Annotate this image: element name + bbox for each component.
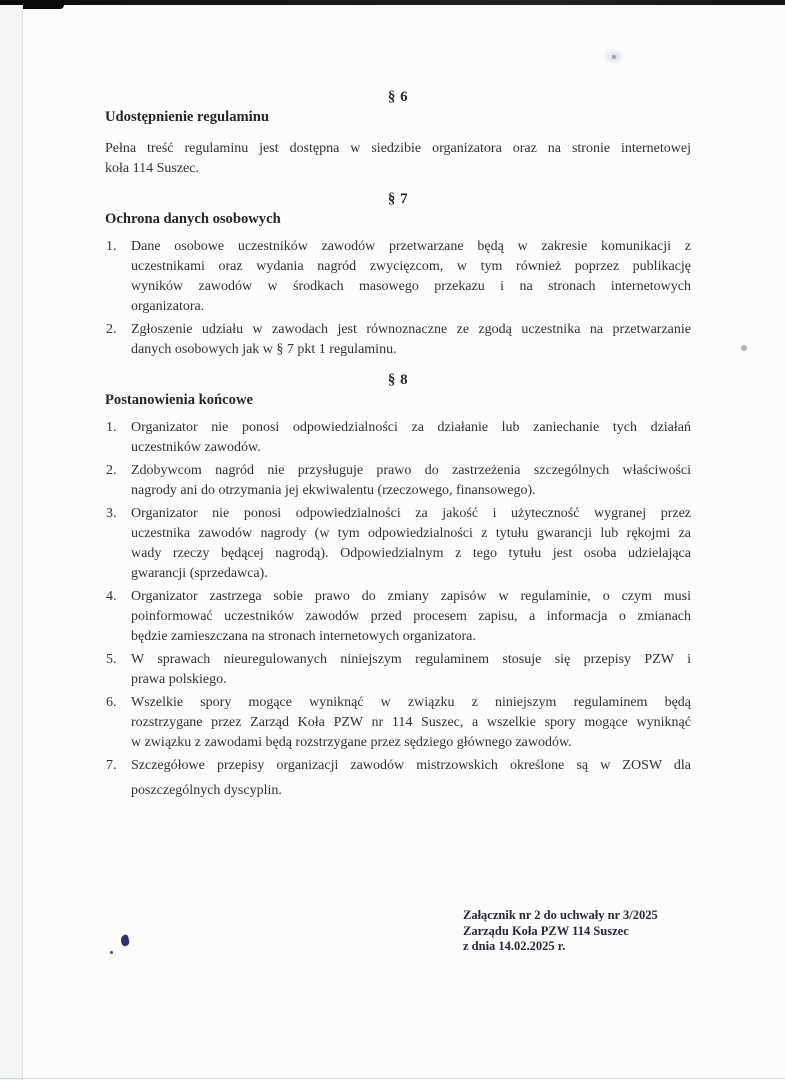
scan-edge-top xyxy=(0,0,785,5)
section-6-heading: Udostępnienie regulaminu xyxy=(105,109,269,125)
attachment-note-line: Załącznik nr 2 do uchwały nr 3/2025 xyxy=(463,908,658,922)
section-7-heading: Ochrona danych osobowych xyxy=(105,211,281,227)
section-6 xyxy=(105,89,691,179)
item-line: prawa polskiego. xyxy=(131,672,227,687)
list-item xyxy=(105,587,691,647)
attachment-note xyxy=(463,908,658,955)
item-line: Organizator nie ponosi odpowiedzialności za jakość i użyteczność wygranej przez xyxy=(131,506,691,521)
section-8-heading: Postanowienia końcowe xyxy=(105,392,253,408)
section-6-paragraph xyxy=(105,139,691,179)
item-line: Zdobywcom nagród nie przysługuje prawo do zastrzeżenia szczególnych właściwości xyxy=(131,463,691,478)
item-line: Szczegółowe przepisy organizacji zawodów mistrzowskich określone są w ZOSW dla xyxy=(131,758,691,773)
item-line: poszczególnych dyscyplin. xyxy=(131,783,282,798)
item-line: Organizator zastrzega sobie prawo do zmiany zapisów w regulaminie, o czym musi xyxy=(131,589,691,604)
scan-speck-right xyxy=(741,345,747,351)
paragraph-line: Pełna treść regulaminu jest dostępna w siedzibie organizatora oraz na stronie internetowej xyxy=(105,141,691,156)
ink-speck xyxy=(110,951,113,954)
section-8-list xyxy=(105,418,691,801)
list-item xyxy=(105,418,691,458)
item-line: gwarancji (sprzedawca). xyxy=(131,566,268,581)
attachment-note-line: z dnia 14.02.2025 r. xyxy=(463,939,566,953)
attachment-note-line: Zarządu Koła PZW 114 Suszec xyxy=(463,923,629,938)
list-item xyxy=(105,320,691,360)
item-line: Zgłoszenie udziału w zawodach jest równoznaczne ze zgodą uczestnika na przetwarzanie xyxy=(131,322,691,337)
paragraph-line: koła 114 Suszec. xyxy=(105,161,199,176)
list-item xyxy=(105,693,691,753)
item-line: W sprawach nieuregulowanych niniejszym regulaminem stosuje się przepisy PZW i xyxy=(131,652,691,667)
item-line: wyników zawodów w środkach masowego przekazu i na stronach internetowych xyxy=(131,279,691,294)
list-item xyxy=(105,461,691,501)
section-8-symbol: § 8 xyxy=(387,372,409,388)
list-item xyxy=(105,504,691,584)
paper-left-edge xyxy=(0,5,23,1080)
section-7-symbol: § 7 xyxy=(387,191,409,207)
section-7 xyxy=(105,191,691,360)
document-content xyxy=(105,89,691,804)
item-line: rozstrzygane przez Zarząd Koła PZW nr 114 Suszec, a wszelkie spory mogące wyniknąć xyxy=(131,715,691,730)
item-line: uczestników zawodów. xyxy=(131,440,261,455)
section-6-symbol: § 6 xyxy=(387,89,409,105)
item-line: organizatora. xyxy=(131,299,205,314)
list-item xyxy=(105,237,691,317)
section-7-list xyxy=(105,237,691,360)
scan-smudge-dot xyxy=(612,55,616,59)
item-line: w związku z zawodami będą rozstrzygane przez sędziego głównego zawodów. xyxy=(131,735,572,750)
item-line: Dane osobowe uczestników zawodów przetwarzane będą w zakresie komunikacji z xyxy=(131,239,691,254)
item-line: Organizator nie ponosi odpowiedzialności za działanie lub zaniechanie tych działań xyxy=(131,420,691,435)
ink-mark xyxy=(120,934,130,947)
item-line: będzie zamieszczana na stronach internetowych organizatora. xyxy=(131,629,476,644)
section-8 xyxy=(105,372,691,801)
item-line: nagrody ani do otrzymania jej ekwiwalentu (rzeczowego, finansowego). xyxy=(131,483,536,498)
item-line: uczestnika zawodów nagrody (w tym odpowiedzialności z tytułu gwarancji lub rękojmi za xyxy=(131,526,691,541)
item-line: uczestnikami oraz wydania nagród zwycięzcom, w tym również poprzez publikację xyxy=(131,259,691,274)
list-item xyxy=(105,650,691,690)
item-line: danych osobowych jak w § 7 pkt 1 regulaminu. xyxy=(131,342,397,357)
item-line: wady rzeczy będącej nagrodą). Odpowiedzialnym z tego tytułu jest osoba udzielająca xyxy=(131,546,691,561)
scan-edge-bottom xyxy=(0,1078,785,1079)
item-line: Wszelkie spory mogące wyniknąć w związku z niniejszym regulaminem będą xyxy=(131,695,691,710)
list-item xyxy=(105,756,691,801)
item-line: poinformować uczestników zawodów przed procesem zapisu, a informacja o zmianach xyxy=(131,609,691,624)
